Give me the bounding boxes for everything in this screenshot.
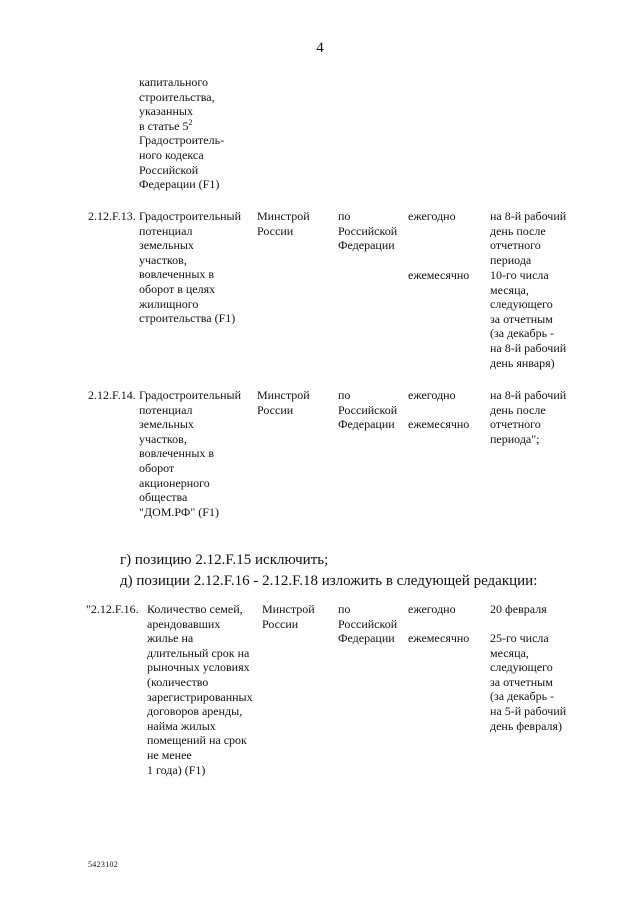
paragraph-item-g: г) позицию 2.12.F.15 исключить;	[120, 552, 329, 568]
row-f16-agency: Минстрой России	[262, 602, 315, 631]
row-f16-code: "2.12.F.16.	[86, 602, 139, 616]
continued-indicator-name	[139, 75, 224, 192]
row-f13-frequency-monthly: ежемесячно	[408, 268, 470, 282]
row-f14-name: Градостроительный потенциал земельных участков, вовлеченных в оборот акционерного общества "ДОМ.РФ" (F1)	[139, 388, 241, 519]
footer-document-code: 5423102	[88, 860, 119, 869]
row-f16-deadline-annual: 20 февраля	[490, 602, 547, 616]
row-f16-deadline-monthly: 25-го числа месяца, следующего за отчетным (за декабрь - на 5-й рабочий день февраля)	[490, 631, 567, 733]
row-f13-agency: Минстрой России	[257, 209, 310, 238]
row-f14-agency: Минстрой России	[257, 388, 310, 417]
row-f14-code: 2.12.F.14.	[88, 388, 136, 402]
paragraph-item-d: д) позиции 2.12.F.16 - 2.12.F.18 изложить в следующей редакции:	[120, 573, 538, 589]
row-f16-frequency: ежегодно ежемесячно	[408, 602, 470, 646]
row-f16-level: по Российской Федерации	[338, 602, 398, 646]
row-f13-deadline-monthly: 10-го числа месяца, следующего за отчетным (за декабрь - на 8-й рабочий день января)	[490, 268, 567, 370]
row-f14-level: по Российской Федерации	[338, 388, 398, 432]
row-f13-name: Градостроительный потенциал земельных участков, вовлеченных в оборот в целях жилищного строительства (F1)	[139, 209, 241, 326]
row-f13-deadline-annual: на 8-й рабочий день после отчетного периода	[490, 209, 567, 267]
row-f13-frequency-annual: ежегодно	[408, 209, 456, 223]
page-number: 4	[316, 40, 324, 56]
row-f13-code: 2.12.F.13.	[88, 209, 136, 223]
row-f16-name: Количество семей, арендовавших жилье на длительный срок на рыночных условиях (количество зарегистрированных договоров аренды, найма жилых помещений на срок не менее 1 года) (F1)	[147, 602, 253, 777]
row-f13-level: по Российской Федерации	[338, 209, 398, 253]
row-f14-deadline: на 8-й рабочий день после отчетного периода";	[490, 388, 567, 446]
row-f14-frequency: ежегодно ежемесячно	[408, 388, 470, 432]
continued-name-text: капитального строительства, указанных в статье 5	[139, 75, 215, 133]
continued-name-text-after: Градостроитель- ного кодекса Российской Федерации (F1)	[139, 133, 225, 192]
continued-name-superscript: 2	[188, 117, 193, 127]
